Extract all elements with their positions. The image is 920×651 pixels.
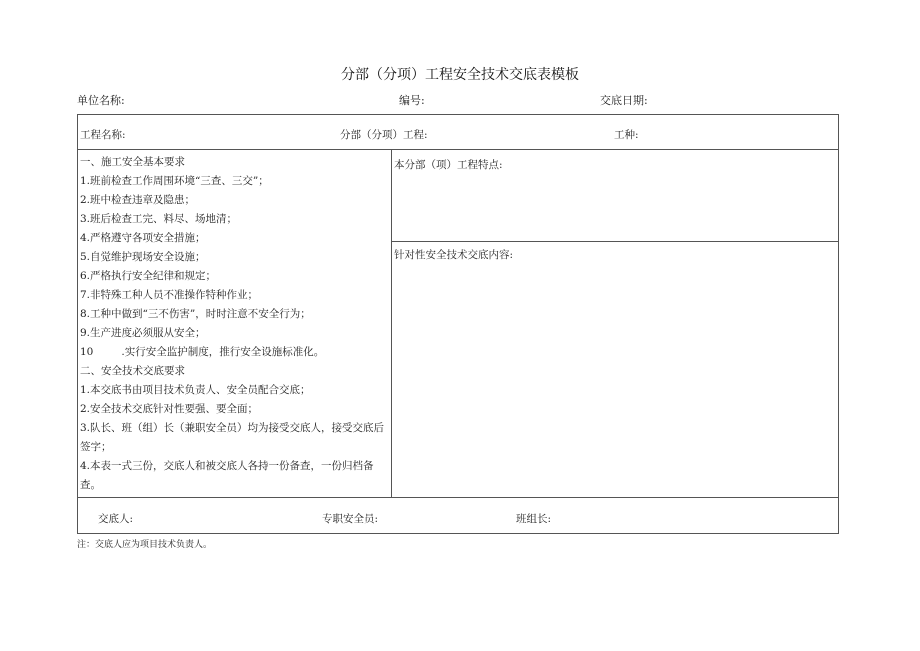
row-divider-project — [78, 149, 838, 150]
row-divider-right-panel — [391, 241, 838, 242]
basic-requirements-heading: 一、施工安全基本要求 — [80, 156, 185, 168]
basic-requirement-item: 4.严格遵守各项安全措施； — [80, 232, 206, 244]
discloser-signature-label: 交底人: — [98, 513, 134, 525]
requirements-list — [80, 153, 392, 495]
project-name-label: 工程名称: — [80, 129, 126, 141]
basic-requirement-item: 9.生产进度必须服从安全； — [80, 327, 206, 339]
basic-requirement-item: 3.班后检查工完、料尽、场地清； — [80, 213, 238, 225]
row-divider-signatures — [78, 497, 838, 498]
disclosure-requirements-heading: 二、安全技术交底要求 — [80, 365, 185, 377]
trade-label: 工种: — [614, 129, 639, 141]
safety-officer-signature-label: 专职安全员: — [322, 513, 379, 525]
basic-requirement-item: 8.工种中做到“三不伤害”，时时注意不安全行为； — [80, 308, 311, 320]
item-10-text: .实行安全监护制度，推行安全设施标准化。 — [121, 346, 325, 358]
page-title: 分部（分项）工程安全技术交底表模板 — [341, 67, 579, 83]
sub-project-label: 分部（分项）工程: — [340, 129, 428, 141]
basic-requirement-item: 7.非特殊工种人员不准操作特种作业； — [80, 289, 259, 301]
disclosure-date-label: 交底日期: — [600, 94, 648, 107]
unit-name-label: 单位名称: — [77, 94, 125, 107]
disclosure-form-table — [77, 114, 839, 534]
project-features-label: 本分部（项）工程特点: — [394, 159, 503, 171]
disclosure-requirement-item: 4.本表一式三份，交底人和被交底人各持一份备查，一份归档备查。 — [80, 460, 374, 491]
basic-requirement-item-10 — [80, 343, 392, 362]
disclosure-requirement-item: 3.队长、班（组）长（兼职安全员）均为接受交底人，接受交底后签字； — [80, 422, 385, 453]
disclosure-requirement-item: 2.安全技术交底针对性要强、要全面； — [80, 403, 259, 415]
footnote: 注：交底人应为项目技术负责人。 — [77, 540, 213, 550]
basic-requirement-item: 5.自觉维护现场安全设施； — [80, 251, 206, 263]
disclosure-content-label: 针对性安全技术交底内容: — [394, 249, 514, 261]
basic-requirement-item: 2.班中检查违章及隐患； — [80, 194, 196, 206]
basic-requirement-item: 1.班前检查工作周围环境“三查、三交”； — [80, 175, 269, 187]
item-10-number: 10 — [80, 346, 94, 358]
disclosure-requirement-item: 1.本交底书由项目技术负责人、安全员配合交底； — [80, 384, 311, 396]
number-label: 编号: — [399, 94, 425, 107]
basic-requirement-item: 6.严格执行安全纪律和规定； — [80, 270, 217, 282]
team-leader-signature-label: 班组长: — [516, 513, 552, 525]
